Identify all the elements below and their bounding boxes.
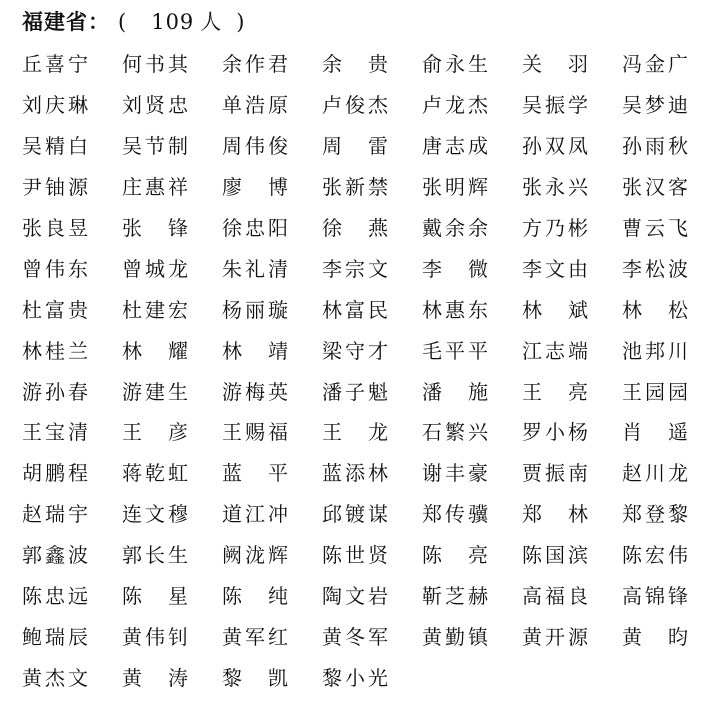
- name-entry: 高锦锋: [622, 584, 688, 609]
- name-entry: 余贵: [322, 52, 388, 77]
- name-entry: 李文由: [522, 256, 588, 281]
- name-entry: 林靖: [222, 338, 288, 363]
- name-entry: 吴梦迪: [622, 93, 688, 118]
- name-entry: 郑林: [522, 502, 588, 527]
- name-entry: 余作君: [222, 52, 288, 77]
- name-entry: 曾城龙: [122, 256, 188, 281]
- name-entry: 蓝添林: [322, 461, 388, 486]
- name-entry: 靳芝赫: [422, 584, 488, 609]
- name-entry: 林耀: [122, 338, 188, 363]
- name-entry: 赵川龙: [622, 461, 688, 486]
- name-entry: 黄杰文: [22, 665, 88, 690]
- name-entry: 刘贤忠: [122, 93, 188, 118]
- name-entry: 连文穆: [122, 502, 188, 527]
- name-entry: 王彦: [122, 420, 188, 445]
- name-entry: 蓝平: [222, 461, 288, 486]
- name-entry: 陈纯: [222, 584, 288, 609]
- name-entry: 陶文岩: [322, 584, 388, 609]
- name-entry: 邱镀谋: [322, 502, 388, 527]
- name-entry: 李宗文: [322, 256, 388, 281]
- name-entry: 唐志成: [422, 134, 488, 159]
- name-entry: 张永兴: [522, 175, 588, 200]
- name-entry: 丘喜宁: [22, 52, 88, 77]
- name-entry: 吴振学: [522, 93, 588, 118]
- name-entry: 周雷: [322, 134, 388, 159]
- name-entry: 王亮: [522, 379, 588, 404]
- name-entry: 廖博: [222, 175, 288, 200]
- name-entry: 郑传骥: [422, 502, 488, 527]
- name-entry: 游建生: [122, 379, 188, 404]
- name-entry: 卢龙杰: [422, 93, 488, 118]
- name-entry: 陈宏伟: [622, 543, 688, 568]
- name-entry: 黄伟钊: [122, 624, 188, 649]
- name-entry: 游梅英: [222, 379, 288, 404]
- name-entry: 张明辉: [422, 175, 488, 200]
- name-entry: 林富民: [322, 297, 388, 322]
- name-entry: 王龙: [322, 420, 388, 445]
- count-unit: 人: [200, 10, 223, 34]
- name-entry: 蒋乾虹: [122, 461, 188, 486]
- name-entry: 杜建宏: [122, 297, 188, 322]
- name-entry: 黄开源: [522, 624, 588, 649]
- name-entry: 林松: [622, 297, 688, 322]
- name-entry: 胡鹏程: [22, 461, 88, 486]
- name-entry: 关羽: [522, 52, 588, 77]
- name-entry: 俞永生: [422, 52, 488, 77]
- name-entry: 何书其: [122, 52, 188, 77]
- name-entry: 孙双凤: [522, 134, 588, 159]
- name-entry: 黄勤镇: [422, 624, 488, 649]
- name-entry: 高福良: [522, 584, 588, 609]
- name-entry: 杨丽璇: [222, 297, 288, 322]
- name-entry: 朱礼清: [222, 256, 288, 281]
- province-label: 福建省：: [22, 9, 110, 34]
- name-entry: 郭鑫波: [22, 543, 88, 568]
- name-entry: 张良昱: [22, 216, 88, 240]
- name-entry: 郭长生: [122, 543, 188, 568]
- name-entry: 罗小杨: [522, 420, 588, 445]
- name-entry: 杜富贵: [22, 297, 88, 322]
- name-entry: 冯金广: [622, 52, 688, 77]
- name-entry: 李松波: [622, 256, 688, 281]
- name-entry: 黄冬军: [322, 624, 388, 649]
- name-entry: 林惠东: [422, 297, 488, 322]
- name-entry: 陈亮: [422, 543, 488, 568]
- name-entry: 贾振南: [522, 461, 588, 486]
- name-entry: 单浩原: [222, 93, 288, 118]
- name-entry: 阙泷辉: [222, 543, 288, 568]
- section-heading: [22, 6, 246, 36]
- name-entry: 王赐福: [222, 420, 288, 445]
- name-entry: 徐燕: [322, 216, 388, 240]
- name-entry: 潘子魁: [322, 379, 388, 404]
- name-entry: 赵瑞宇: [22, 502, 88, 527]
- name-entry: 卢俊杰: [322, 93, 388, 118]
- name-entry: 林桂兰: [22, 338, 88, 363]
- name-entry: 孙雨秋: [622, 134, 688, 159]
- name-entry: 吴精白: [22, 134, 88, 159]
- open-paren: (: [118, 10, 128, 34]
- name-entry: 刘庆琳: [22, 93, 88, 118]
- name-entry: 周伟俊: [222, 134, 288, 159]
- name-entry: 游孙春: [22, 379, 88, 404]
- close-paren: ): [236, 10, 246, 34]
- name-entry: 方乃彬: [522, 216, 588, 240]
- name-entry: 黄军红: [222, 624, 288, 649]
- name-entry: 徐忠阳: [222, 216, 288, 240]
- person-count: 109: [151, 10, 195, 34]
- name-entry: 尹铀源: [22, 175, 88, 200]
- name-entry: 张新禁: [322, 175, 388, 200]
- name-entry: 陈国滨: [522, 543, 588, 568]
- name-entry: 池邦川: [622, 338, 688, 363]
- name-entry: 陈世贤: [322, 543, 388, 568]
- name-entry: 戴余余: [422, 216, 488, 240]
- name-entry: 王园园: [622, 379, 688, 404]
- name-entry: 陈忠远: [22, 584, 88, 609]
- name-entry: 庄惠祥: [122, 175, 188, 200]
- name-entry: 黄昀: [622, 624, 688, 649]
- name-list: [22, 44, 702, 698]
- name-entry: 毛平平: [422, 338, 488, 363]
- name-entry: 鲍瑞辰: [22, 624, 88, 649]
- name-entry: 张汉客: [622, 175, 688, 200]
- name-entry: 陈星: [122, 584, 188, 609]
- name-entry: 道江冲: [222, 502, 288, 527]
- name-entry: 林斌: [522, 297, 588, 322]
- name-entry: 谢丰豪: [422, 461, 488, 486]
- name-entry: 肖遥: [622, 420, 688, 445]
- name-entry: 吴节制: [122, 134, 188, 159]
- name-entry: 石繁兴: [422, 420, 488, 445]
- name-entry: 黎凯: [222, 665, 288, 690]
- name-entry: 黎小光: [322, 665, 388, 690]
- name-entry: 曹云飞: [622, 216, 688, 240]
- name-entry: 潘施: [422, 379, 488, 404]
- name-entry: 张锋: [122, 216, 188, 240]
- name-entry: 曾伟东: [22, 256, 88, 281]
- name-entry: 李微: [422, 256, 488, 281]
- name-entry: 王宝清: [22, 420, 88, 445]
- name-entry: 黄涛: [122, 665, 188, 690]
- name-entry: 江志端: [522, 338, 588, 363]
- name-entry: 郑登黎: [622, 502, 688, 527]
- name-entry: 梁守才: [322, 338, 388, 363]
